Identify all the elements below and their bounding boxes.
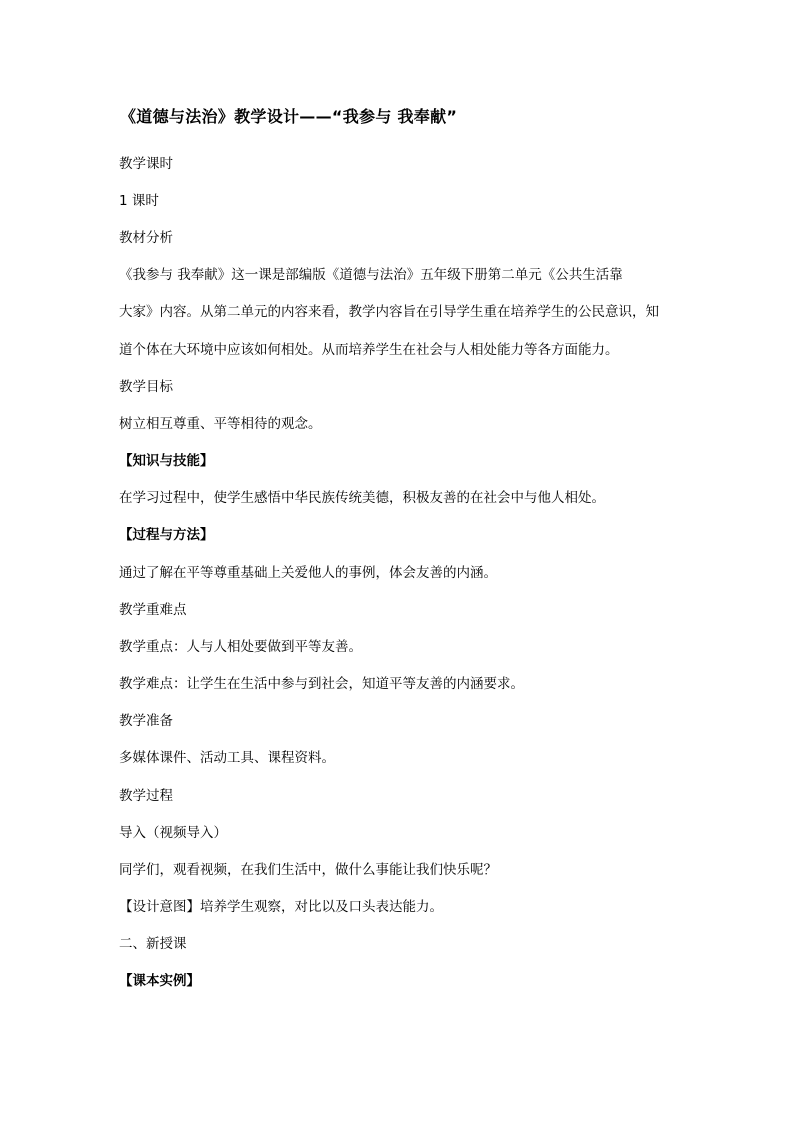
paragraph-process-methods: 通过了解在平等尊重基础上关爱他人的事例，体会友善的内涵。 (119, 565, 497, 581)
paragraph-material-analysis-line-2: 大家》内容。从第二单元的内容来看，教学内容旨在引导学生重在培养学生的公民意识，知 (119, 304, 659, 320)
paragraph-difficult-point: 教学难点：让学生在生活中参与到社会，知道平等友善的内涵要求。 (119, 676, 524, 692)
heading-knowledge-skills: 【知识与技能】 (119, 453, 214, 469)
heading-key-difficulties: 教学重难点 (119, 602, 187, 618)
paragraph-material-analysis-line-3: 道个体在大环境中应该如何相处。从而培养学生在社会与人相处能力等各方面能力。 (119, 342, 619, 358)
heading-material-analysis: 教材分析 (119, 230, 173, 246)
heading-preparation: 教学准备 (119, 713, 173, 729)
paragraph-teaching-goals: 树立相互尊重、平等相待的观念。 (119, 416, 322, 432)
paragraph-material-analysis-line-1: 《我参与 我奉献》这一课是部编版《道德与法治》五年级下册第二单元《公共生活靠 (119, 267, 623, 283)
heading-textbook-examples: 【课本实例】 (119, 973, 200, 989)
paragraph-lesson-hours: 1 课时 (119, 193, 159, 209)
heading-teaching-process: 教学过程 (119, 788, 173, 804)
paragraph-video-question: 同学们，观看视频，在我们生活中，做什么事能让我们快乐呢？ (119, 862, 497, 878)
heading-teaching-goals: 教学目标 (119, 379, 173, 395)
paragraph-key-point: 教学重点：人与人相处要做到平等友善。 (119, 639, 362, 655)
heading-new-lesson: 二、新授课 (119, 936, 187, 952)
document-title: 《道德与法治》教学设计——“我参与 我奉献” (120, 107, 458, 126)
heading-lesson-hours: 教学课时 (119, 156, 173, 172)
paragraph-preparation: 多媒体课件、活动工具、课程资料。 (119, 750, 335, 766)
heading-process-methods: 【过程与方法】 (119, 527, 214, 543)
paragraph-design-intent: 【设计意图】培养学生观察，对比以及口头表达能力。 (119, 899, 443, 915)
paragraph-knowledge-skills: 在学习过程中，使学生感悟中华民族传统美德，积极友善的在社会中与他人相处。 (119, 490, 605, 506)
paragraph-introduction: 导入（视频导入） (119, 825, 227, 841)
